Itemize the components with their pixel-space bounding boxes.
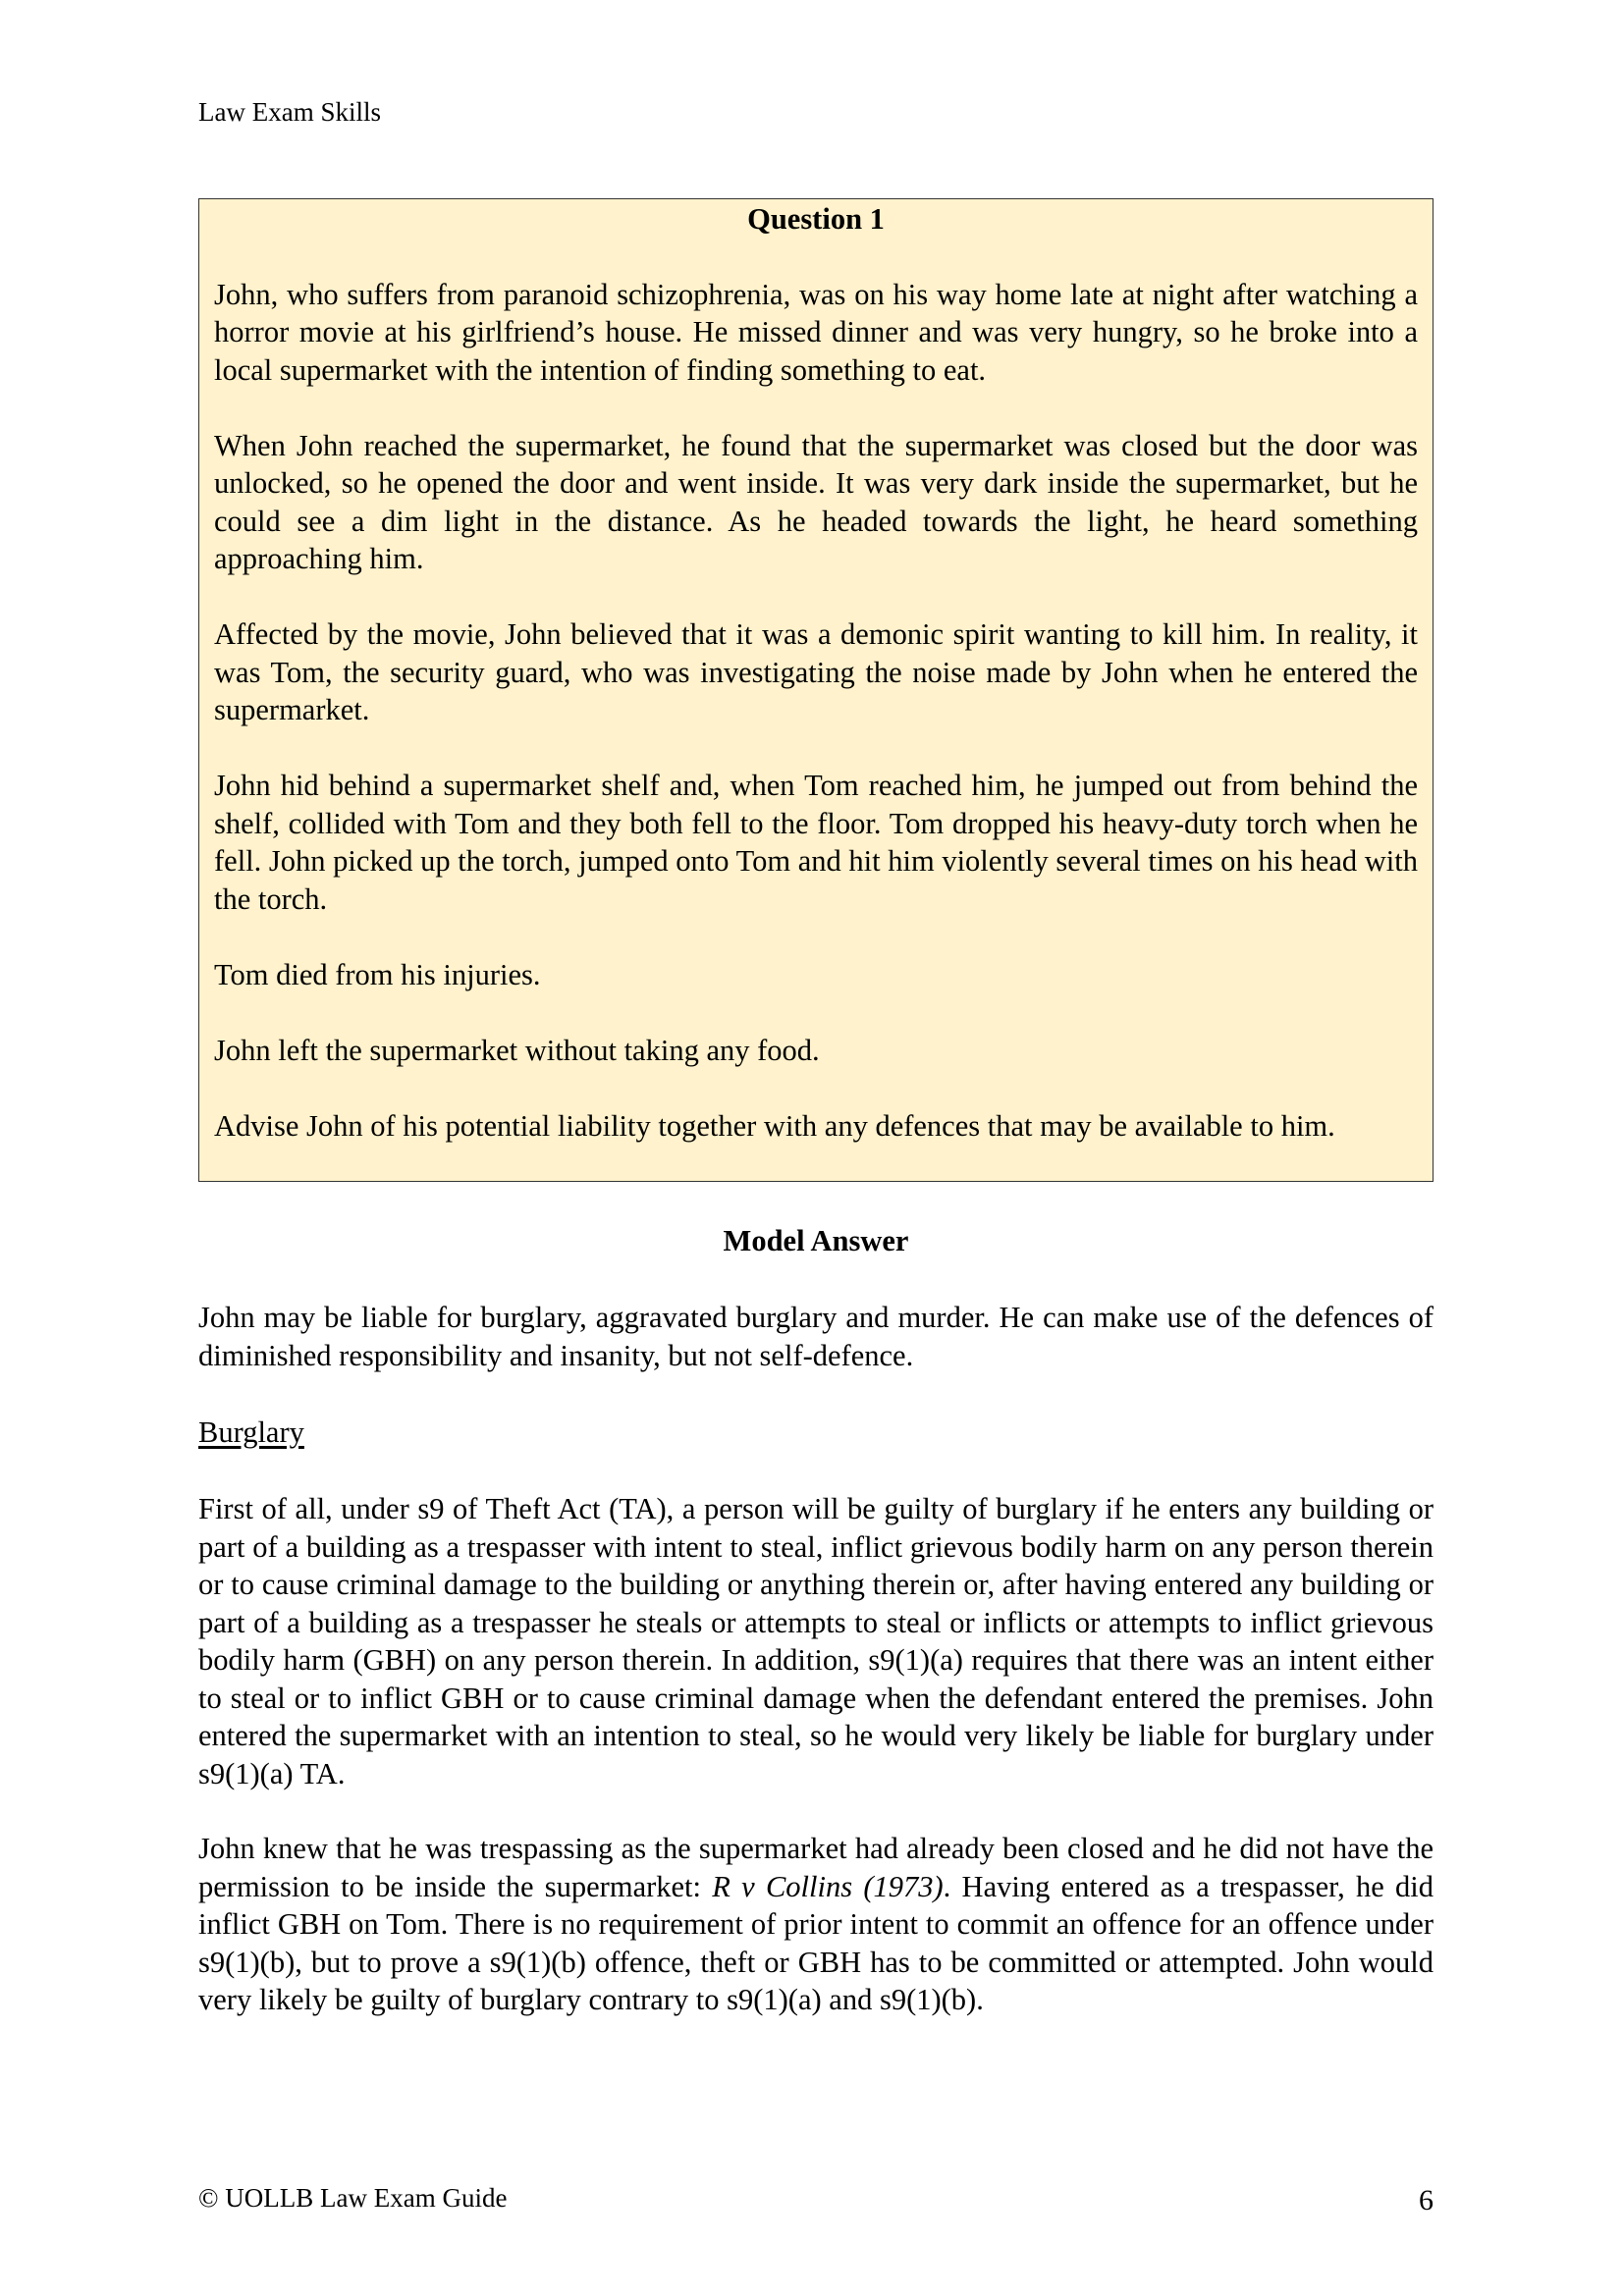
question-box: [198, 198, 1434, 1182]
answer-intro-paragraph: John may be liable for burglary, aggravated burglary and murder. He can make use of the defences of diminished responsibility and insanity, but not self-defence.: [198, 1301, 1434, 1372]
question-paragraph: Advise John of his potential liability together with any defences that may be available to him.: [214, 1108, 1335, 1143]
question-paragraph: John left the supermarket without taking any food.: [214, 1033, 820, 1067]
question-paragraph: When John reached the supermarket, he found that the supermarket was closed but the door was unlocked, so he opened the door and went inside. It was very dark inside the supermarket, but he could see a dim light in the distance. As he headed towards the light, he heard something approaching him.: [214, 428, 1418, 575]
question-title: Question 1: [747, 202, 885, 236]
answer-paragraph-2: [198, 1830, 1434, 2019]
question-paragraph: Tom died from his injuries.: [214, 957, 541, 991]
question-paragraph: Affected by the movie, John believed that it was a demonic spirit wanting to kill him. In reality, it was Tom, the security guard, who was investigating the noise made by John when he entered the supermarket.: [214, 617, 1418, 726]
footer-copyright: © UOLLB Law Exam Guide: [198, 2183, 508, 2213]
answer-paragraph-2-text: . Having entered as a trespasser, he did inflict GBH on Tom. There is no requirement of prior intent to commit an offence for an offence under s9(1)(b), but to prove a s9(1)(b) offence, theft or GBH has to be committed or attempted. John would very likely be guilty of burglary contrary to s9(1)(a) and s9(1)(b).: [198, 1869, 1434, 2016]
case-citation: R v Collins (1973): [712, 1869, 944, 1903]
model-answer-heading: Model Answer: [723, 1224, 909, 1257]
page-number: 6: [1419, 2184, 1434, 2216]
question-paragraph: John hid behind a supermarket shelf and, when Tom reached him, he jumped out from behind the shelf, collided with Tom and they both fell to the floor. Tom dropped his heavy-duty torch when he fell. John picked up the torch, jumped onto Tom and hit him violently several times on his head with the torch.: [214, 769, 1418, 916]
answer-paragraph-1: First of all, under s9 of Theft Act (TA), a person will be guilty of burglary if he enters any building or part of a building as a trespasser with intent to steal, inflict grievous bodily harm on any person therein or to cause criminal damage to the building or anything therein or, after having entered any building or part of a building as a trespasser he steals or attempts to steal or inflicts or attempts to inflict grievous bodily harm (GBH) on any person therein. In addition, s9(1)(a) requires that there was an intent either to steal or to inflict GBH or to cause criminal damage when the defendant entered the premises. John entered the supermarket with an intention to steal, so he would very likely be liable for burglary under s9(1)(a) TA.: [198, 1492, 1434, 1790]
question-paragraph: John, who suffers from paranoid schizophrenia, was on his way home late at night after watching a horror movie at his girlfriend’s house. He missed dinner and was very hungry, so he broke into a local supermarket with the intention of finding something to eat.: [214, 277, 1418, 387]
burglary-subheading: [198, 1414, 1434, 1452]
running-header: Law Exam Skills: [198, 97, 381, 127]
answer-paragraph-2-text: John knew that he was trespassing as the supermarket had already been closed and he did not have the permission to be inside the supermarket:: [198, 1832, 1434, 1903]
burglary-subheading-text: Burglary: [198, 1415, 304, 1449]
